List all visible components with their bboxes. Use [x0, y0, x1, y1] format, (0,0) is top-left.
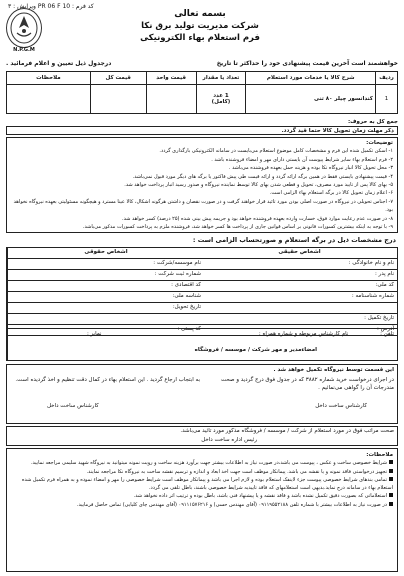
sum-in-words-label: جمع کل به حروف: [347, 119, 398, 125]
delivery-note: ذکر مهلت زمان تحویل کالا حتما قید گردد. [6, 126, 398, 135]
note-item: ۹- با توجه به اینکه بیشترین کسورات قانونی بر اساس قوانین جاری از پرداخت ها کسر خواهد شد، فروشنده ملزم به پرداخت کسورات مذکور می‌باشد. [82, 224, 393, 231]
bullet-icon [389, 460, 393, 464]
remark-item: تجهیز درخواستی فاقد نمونه و یا نقشه می باشد. پیمانکار موظف است جهت اخذ ابعاد و اندازه و ترسیم نقشه ساخت به نیروگاه نکا مراجعه نمایند. [11, 468, 393, 476]
logo-text: N.P.G.M [13, 47, 35, 53]
form-instruction [6, 60, 398, 70]
cell-remarks[interactable] [7, 85, 91, 114]
logo-emblem-icon [9, 11, 39, 45]
natural-person-header: اشخاص حقیقی [202, 248, 397, 259]
notes-box [6, 137, 398, 233]
cell-unit-price[interactable] [146, 85, 196, 114]
field-full-name[interactable]: نام و نام خانوادگی : [202, 259, 397, 270]
section-title: درج مشخصات ذیل در برگه استعلام و صورتحساب الزامی است : [192, 236, 396, 244]
field-father-name[interactable]: نام پدر : [202, 270, 397, 281]
items-table [6, 71, 398, 114]
field-address[interactable]: آدرس : [202, 325, 397, 336]
table-row [7, 85, 398, 114]
plant-section-title: این قسمت توسط نیروگاه تکمیل خواهد شد . [273, 367, 394, 373]
field-completion-date[interactable]: تاریخ تکمیل : [202, 314, 397, 325]
company-logo [6, 8, 42, 48]
remark-item: شرایط خصوصی ساخت و عکس ، پیوست می باشد،در صورت نیاز به اطلاعات بیشتر جهت برآورد هزینه ساخت و رویت نمونه میتوانید به نیروگاه شهید سلیمی مراجعه نمایید. [11, 459, 393, 467]
field-economic-code[interactable]: کد اقتصادی : [8, 281, 204, 292]
remarks-title: ملاحظات: [366, 452, 393, 458]
plant-section [6, 364, 398, 424]
signature-stamp-label: امضاءمدیر و مهر شرکت / موسسه / فروشگاه [194, 347, 317, 353]
note-item: ۵- بهای کالا پس از تایید مورد مصرف، تحویل و قطعی شدن بهای کالا توسط نماینده نیروگاه و صدور رسید انبار پرداخت خواهد شد. [124, 182, 393, 189]
field-registration-number[interactable]: شماره ثبت شرکت : [8, 270, 204, 281]
plant-section-text-left: به ابتجاب ارجاع گردید . این استعلام بهاء در کمال دقت تنظیم و اخذ گردیده است. [15, 377, 200, 383]
fax-label[interactable]: نمابر : [87, 331, 102, 337]
confirmation-signer: رئیس اداره ساخت داخل [201, 437, 257, 443]
header-company: شرکت مدیریت تولید برق نکا [141, 21, 259, 31]
field-national-id[interactable]: شناسه ملی: [8, 292, 204, 303]
note-item: ۳- محل تحویل کالا انبار نیروگاه نکا بوده و هزینه حمل بعهده فروشنده می‌باشد . [228, 165, 393, 172]
field-delivery-date[interactable]: تاریخ تحویل: [8, 303, 204, 314]
note-item: ۸- در صورت عدم رعایت موارد فوق، خسارت وارده بعهده فروشنده خواهد بود و جریمه پیش بینی شده (۲۵ درصد) کسر خواهد شد. [121, 215, 393, 222]
header-line1: بسمه تعالی [174, 9, 226, 19]
field-company-name[interactable]: نام موسسه/شرکت : [8, 259, 204, 270]
col-header-total-price: قیمت کل [90, 72, 146, 85]
col-header-description: شرح کالا یا خدمات مورد استعلام [246, 72, 376, 85]
col-header-unit-price: قیمت واحد [146, 72, 196, 85]
contact-row [7, 328, 397, 340]
contact-person-label[interactable]: نام کارشناس مربوطه و شماره همراه : [258, 331, 349, 337]
note-item: ۱- اسکن تکمیل شده این فرم و مشخصات کامل موضوع استعلام می‌بایست در سامانه الکترونیکی بارگذاری گردد. [159, 148, 393, 155]
bullet-icon [389, 493, 393, 497]
field-blank [202, 303, 397, 314]
field-national-code[interactable]: کد ملی: [202, 281, 397, 292]
col-header-remarks: ملاحظات [7, 72, 91, 85]
confirmation-box [6, 426, 398, 446]
notes-title: توضیحات: [366, 140, 393, 146]
instruction-left: درجدول ذیل تعیین و اعلام فرمائید . [6, 60, 112, 67]
note-item: ۷- اجناس تحویلی در نیروگاه در صورت اصلی بودن مورد تائید قرار خواهند گرفت و در صورت نقصان و داشتن هرگونه اشکال، کالا عینا مسترد و هیچگونه مسئولیتی بعهده نیروگاه نخواهد بود. [13, 198, 393, 214]
note-item: ۴- قیمت پیشنهادی بایستی فقط در همین برگه ارائه گردد و ارائه قیمت طی پیش فاکتور یا برگه های دیگر مورد قبول نمی‌باشد. [132, 173, 393, 180]
col-header-quantity: تعداد یا مقدار [196, 72, 246, 85]
phone-label[interactable]: تلفن : [380, 331, 394, 337]
remark-item: استعلاماتی که بصورت دقیق تکمیل نشده باشد و فاقد نقشه و یا پیشنهاد فنی باشد، باطل بوده و ترتیب اثر داده نخواهد شد. [11, 492, 393, 500]
cell-total-price[interactable] [90, 85, 146, 114]
form-header [80, 8, 320, 44]
bullet-icon [389, 502, 393, 506]
legal-entity-header: اشخاص حقوقی [8, 248, 204, 259]
header-form-name: فرم استعلام بهاء الکترونیکی [140, 33, 260, 43]
confirmation-text: صحت مراتب فوق در مورد استعلام از شرکت / موسسه / فروشگاه مذکور مورد تائید می‌باشد. [180, 428, 394, 434]
field-blank [8, 314, 204, 325]
remarks-box [6, 448, 398, 572]
note-item: ۶- اعلام زمان تحویل کالا در برگه استعلام بهاء الزامی است. [269, 190, 393, 197]
field-id-number[interactable]: شماره شناسنامه : [202, 292, 397, 303]
cell-quantity: 1 عدد (کامل) [196, 85, 246, 114]
cell-description: کندانسور چیلر ۸۰ تنی [246, 85, 376, 114]
form-code: کد فرم : PR 06 F 10 ویرایش : ۳ [8, 3, 94, 10]
cell-index: 1 [376, 85, 398, 114]
seller-info-grid [6, 247, 398, 361]
col-header-index: ردیف [376, 72, 398, 85]
remark-item: در صورت نیاز به اطلاعات بیشتر با شماره تلفن ۰۹۱۱۹۵۵۲۱۸۸ (آقای مهندس حسی) و ۰۹۱۱۱۵۷۶۲۱۶ (آقای مهندس چای کلیایی) تماس حاصل فرمایید. [11, 501, 393, 509]
signature-right: کارشناس ساخت داخل [315, 403, 367, 409]
note-item: ۲- فرم استعلام بهاء سایر شرایط پیوست آن بایستی دارای مهر و امضاء فروشنده باشد . [211, 156, 393, 163]
remark-item: تمامی بندهای شرایط خصوصی پیوست جزء لاینفک استعلام بوده و لازم اجرا می باشد و پیمانکار موظف است شرایط خصوصی را مهر و امضاء نموده و به همراه فرم تکمیل شده استعلام بهاء در سامانه درج نماید.بدیهی است استعلامهای که فاقد تاییدیه شرایط خصوصی باشند، باطل تلقی می گردد. [21, 476, 393, 492]
field-postal-code[interactable]: کد پستی : [8, 325, 204, 336]
bullet-icon [389, 477, 393, 481]
table-header-row [7, 72, 398, 85]
bullet-icon [389, 469, 393, 473]
plant-section-text-right: در اجرای درخواست خرید شماره ۳۸۸۲ که در جدول فوق درج گردید و صحت مندرجات آن را گواهی می‌نمائیم . [220, 377, 394, 391]
instruction-right: خواهشمند است آخرین قیمت پیشنهادی خود را حداکثر تا تاریخ [216, 60, 398, 67]
signature-left: کارشناس ساخت داخل [47, 403, 99, 409]
